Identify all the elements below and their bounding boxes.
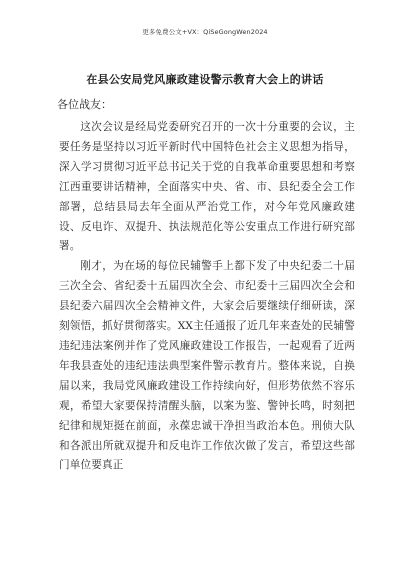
- document-title: 在县公安局党风廉政建设警示教育大会上的讲话: [86, 73, 324, 86]
- body-text: [59, 118, 355, 476]
- salutation: 各位战友：: [57, 98, 112, 111]
- paragraph-2: 刚才，为在场的每位民辅警手上都下发了中央纪委二十届三次全会、省纪委十五届四次全会、市纪委十三届四次全会和县纪委六届四次全会精神文件，大家会后要继续仔细研读，深刻领悟，抓好贯彻落实。XX主任通报了近几年来查处的民辅警违纪违法案例并作了党风廉政建设工作报告，一起观看了近两年我县查处的违纪违法典型案件警示教育片。整体来说，自换届以来，我局党风廉政建设工作持续向好，但形势依然不容乐观，希望大家要保持清醒头脑，以案为鉴、警钟长鸣，时刻把纪律和规矩挺在前面，永葆忠诚干净担当政治本色。刑侦大队和各派出所就双提升和反电诈工作依次做了发言，希望这些部门单位要真正: [59, 260, 355, 472]
- paragraph-1: 这次会议是经局党委研究召开的一次十分重要的会议，主要任务是坚持以习近平新时代中国特色社会主义思想为指导，深入学习贯彻习近平总书记关于党的自我革命重要思想和考察江西重要讲话精神，全面落实中央、省、市、县纪委全会工作部署，总结县局去年全面从严治党工作，对今年党风廉政建设、反电诈、双提升、执法规范化等公安重点工作进行研究部署。: [59, 121, 355, 253]
- header-note: 更多免费公文+VX：QiSeGongWen2024: [142, 28, 268, 36]
